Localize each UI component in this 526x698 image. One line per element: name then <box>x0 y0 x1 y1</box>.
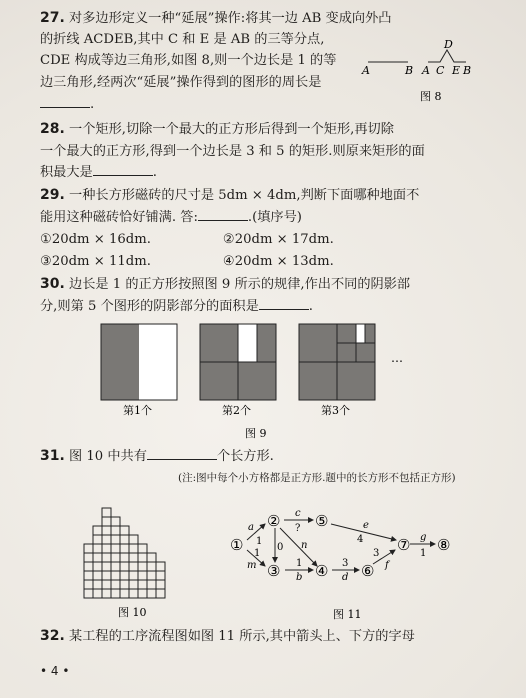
problem-27-line-5: . <box>40 96 94 113</box>
svg-text:m: m <box>247 560 257 571</box>
fig8-label-a1: A <box>362 64 370 77</box>
answer-blank-28 <box>93 175 153 176</box>
svg-text:f: f <box>385 560 389 571</box>
answer-blank-31 <box>147 459 217 460</box>
node-2: ② <box>267 512 281 530</box>
fig9-square-1 <box>101 324 177 400</box>
figure-11 <box>225 500 475 622</box>
svg-text:g: g <box>420 532 427 543</box>
figure-8 <box>360 38 480 104</box>
svg-text:a: a <box>248 522 254 533</box>
figure-9 <box>95 322 425 442</box>
node-3: ③ <box>267 562 281 580</box>
fig9-caption-2: 第2个 <box>222 404 251 417</box>
problem-30-line-1: 30. 边长是 1 的正方形按照图 9 所示的规律,作出不同的阴影部 <box>40 276 411 292</box>
svg-text:e: e <box>363 520 369 531</box>
fig9-ellipsis: … <box>391 351 403 365</box>
svg-text:c: c <box>295 508 301 519</box>
fig8-label-e: E <box>452 64 461 77</box>
problem-27-line-1: 27. 对多边形定义一种“延展”操作:将其一边 AB 变成向外凸 <box>40 10 392 26</box>
answer-blank-27 <box>40 107 90 108</box>
problem-27-line-2: 的折线 ACDEB,其中 C 和 E 是 AB 的三等分点, <box>40 32 325 47</box>
svg-text:1: 1 <box>420 548 427 559</box>
node-8: ⑧ <box>437 536 451 554</box>
problem-31-line-1: 31. 图 10 中共有 个长方形. <box>40 448 274 464</box>
problem-28-line-1: 28. 一个矩形,切除一个最大的正方形后得到一个矩形,再切除 <box>40 121 394 137</box>
fig9-caption-1: 第1个 <box>123 404 152 417</box>
answer-blank-29 <box>198 220 248 221</box>
svg-text:0: 0 <box>277 542 284 553</box>
svg-text:1: 1 <box>254 548 261 559</box>
node-1: ① <box>230 536 244 554</box>
svg-text:1: 1 <box>256 536 263 547</box>
fig8-caption: 图 8 <box>420 90 442 103</box>
svg-text:b: b <box>296 572 303 583</box>
fig8-label-d: D <box>444 38 453 51</box>
svg-text:4: 4 <box>357 534 364 545</box>
node-7: ⑦ <box>397 536 411 554</box>
svg-text:n: n <box>301 540 308 551</box>
svg-text:3: 3 <box>342 558 349 569</box>
fig8-label-b1: B <box>405 64 414 77</box>
problem-28-line-2: 一个最大的正方形,得到一个边长是 3 和 5 的矩形.则原来矩形的面 <box>40 144 425 159</box>
node-5: ⑤ <box>315 512 329 530</box>
node-4: ④ <box>315 562 329 580</box>
problem-29-options-row-2: ③20dm × 11dm. ④20dm × 13dm. <box>40 254 334 269</box>
problem-29-line-1: 29. 一种长方形磁砖的尺寸是 5dm × 4dm,判断下面哪种地面不 <box>40 187 420 203</box>
fig8-label-c: C <box>436 64 445 77</box>
fig9-caption-3: 第3个 <box>321 404 350 417</box>
figure-10 <box>82 488 172 620</box>
fig9-square-2 <box>200 324 276 400</box>
problem-29-options-row-1: ①20dm × 16dm. ②20dm × 17dm. <box>40 232 334 247</box>
problem-29-line-2: 能用这种磁砖恰好铺满. 答: .(填序号) <box>40 210 302 225</box>
svg-text:d: d <box>342 572 349 583</box>
node-6: ⑥ <box>361 562 375 580</box>
fig9-caption: 图 9 <box>245 427 267 440</box>
problem-30-line-2: 分,则第 5 个图形的阴影部分的面积是 . <box>40 299 313 314</box>
problem-31-note: (注:图中每个小方格都是正方形.题中的长方形不包括正方形) <box>178 472 456 484</box>
answer-blank-30 <box>259 309 309 310</box>
fig8-label-b2: B <box>463 64 472 77</box>
problem-27-line-4: 边三角形,经两次“延展”操作得到的图形的周长是 <box>40 75 322 90</box>
svg-text:?: ? <box>295 523 301 534</box>
svg-text:3: 3 <box>373 548 380 559</box>
fig10-caption: 图 10 <box>118 606 147 619</box>
problem-28-line-3: 积最大是 . <box>40 165 157 180</box>
problem-27-line-3: CDE 构成等边三角形,如图 8,则一个边长是 1 的等 <box>40 53 337 68</box>
fig11-caption: 图 11 <box>333 608 362 621</box>
svg-text:1: 1 <box>296 558 303 569</box>
fig8-label-a2: A <box>422 64 430 77</box>
problem-32-line-1: 32. 某工程的工序流程图如图 11 所示,其中箭头上、下方的字母 <box>40 628 415 644</box>
page-number: • 4 • <box>40 664 70 678</box>
fig9-square-3 <box>299 324 375 400</box>
